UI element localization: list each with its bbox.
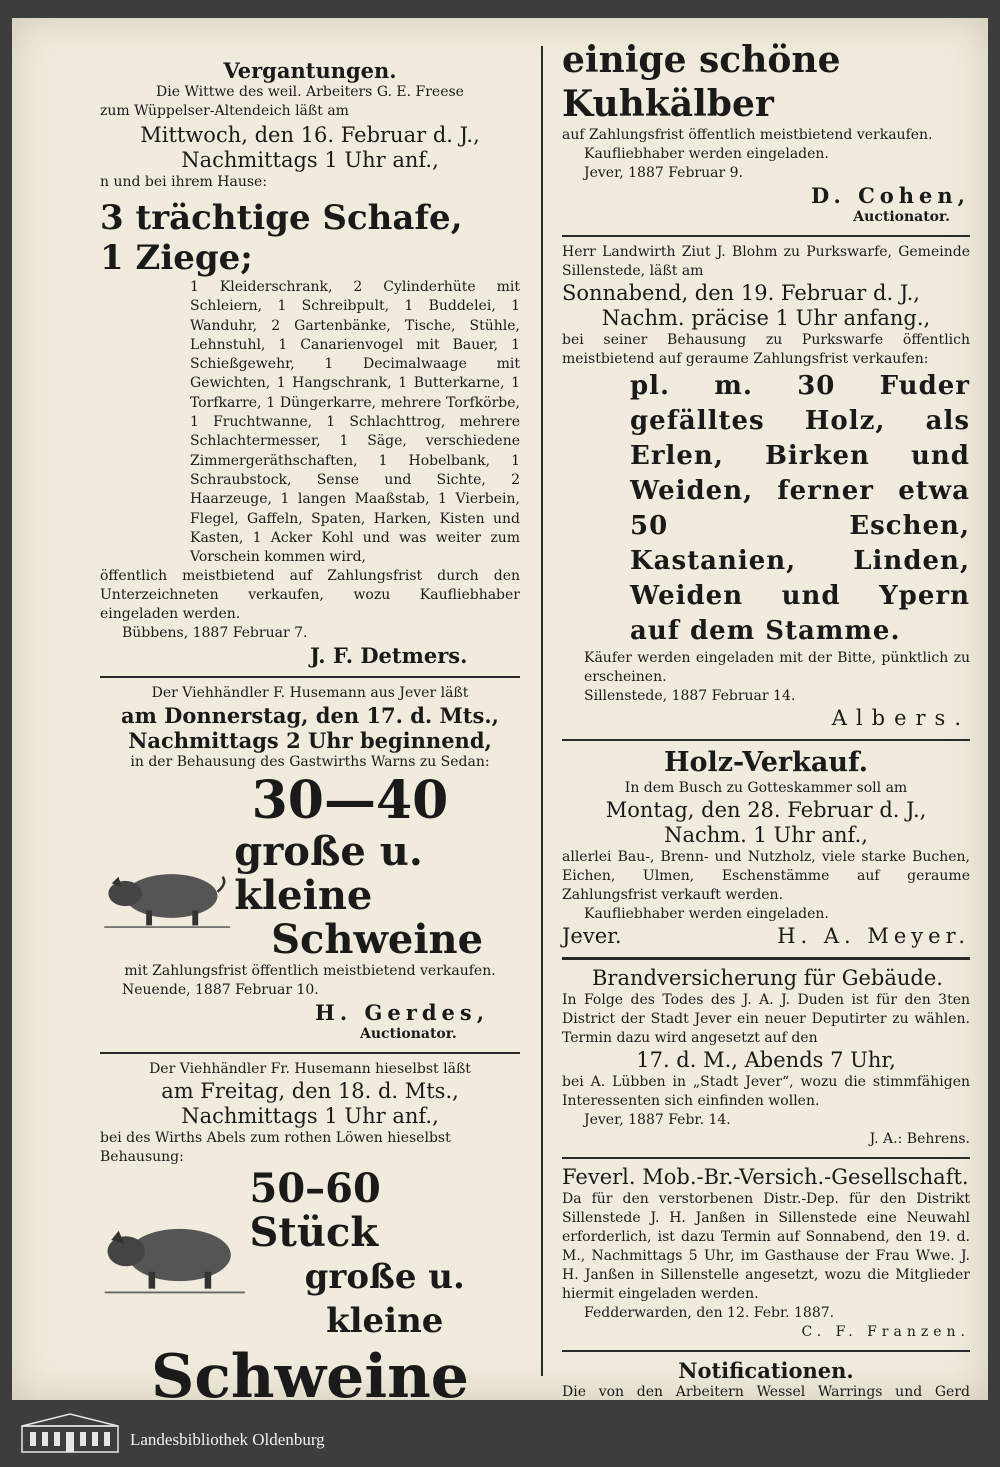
- auction-place: in der Behausung des Gastwirths Warns zu Sedan:: [130, 754, 490, 771]
- ad-body: Da für den verstorbenen Distr.-Dep. für den Distrikt Sillenstede J. H. Janßen in Sillenstede eine Neuwahl erforderlich, ist dazu Termin auf Sonnabend, den 19. d. M., Nachmittags 5 Uhr, im Gasthause der Frau Wwe. J. H. Janßen in Sillenstelle angesetzt, wozu die Mitglieder hiermit eingeladen werden.: [562, 1191, 970, 1302]
- pig-row: [100, 830, 520, 962]
- ad-brandversicherung: [562, 966, 970, 1149]
- library-name: Landesbibliothek Oldenburg: [130, 1430, 325, 1449]
- pig-line: große u. kleine: [234, 828, 423, 920]
- auction-time: Nachmittags 1 Uhr anf.,: [181, 1104, 439, 1129]
- ad-title: Holz-Verkauf.: [663, 747, 869, 778]
- ad-role: Auctionator.: [853, 209, 950, 225]
- ad-separator: [562, 1157, 970, 1159]
- ad-signature: C. F. Franzen.: [801, 1324, 970, 1340]
- ad-dateline: Bübbens, 1887 Februar 7.: [122, 625, 308, 642]
- ad-schweine-jever: [100, 1060, 520, 1400]
- viewer-footer: [0, 1400, 1000, 1467]
- ad-dateline: Sillenstede, 1887 Februar 14.: [584, 688, 796, 704]
- pig-row: [100, 1167, 520, 1343]
- pig-line: Schweine: [151, 1342, 469, 1400]
- auction-time: Nachmittags 1 Uhr anf.,: [181, 148, 439, 172]
- ad-signature: J. A.: Behrens.: [869, 1131, 970, 1147]
- pig-line: Schweine: [271, 916, 484, 964]
- ad-separator: [100, 1052, 520, 1054]
- auction-time: Nachm. 1 Uhr anf.,: [664, 823, 868, 847]
- ad-place: Jever.: [562, 924, 622, 948]
- ad-separator: [562, 235, 970, 237]
- ad-signature: Albers.: [831, 706, 970, 730]
- ad-vergantungen: [100, 58, 520, 668]
- pig-text-block: [250, 1167, 520, 1343]
- ad-body: allerlei Bau-, Brenn- und Nutzholz, viele starke Buchen, Eichen, Ulmen, Eschenstämme auf geraume Zahlungsfrist verkauft werden.: [562, 849, 970, 903]
- ad-notificationen: [562, 1358, 970, 1400]
- ad-title: Feverl. Mob.-Br.-Versich.-Gesellschaft.: [562, 1165, 969, 1189]
- ad-intro: Der Viehhändler Fr. Husemann hieselbst läßt: [149, 1061, 471, 1078]
- ad-title: Notificationen.: [678, 1358, 854, 1383]
- ad-signature-row: [562, 924, 970, 949]
- ad-body: auf Zahlungsfrist öffentlich meistbietend verkaufen.: [562, 127, 933, 143]
- library-building-icon: [20, 1412, 120, 1454]
- auction-date: am Donnerstag, den 17. d. Mts.,: [121, 703, 499, 729]
- ad-body: Die von den Arbeitern Wessel Warrings und Gerd: [562, 1384, 970, 1400]
- ad-intro: Der Viehhändler F. Husemann aus Jever läßt: [151, 685, 469, 702]
- auction-date: Mittwoch, den 16. Februar d. J.,: [140, 123, 480, 147]
- ad-signature: D. Cohen,: [810, 183, 970, 208]
- ad-role: Auctionator.: [360, 1026, 457, 1043]
- wood-list: pl. m. 30 Fuder gefälltes Holz, als Erlen, Birken und Weiden, ferner etwa 50 Eschen, Kastanien, Linden, Weiden und Ypern auf dem Stamme.: [630, 371, 970, 646]
- ad-signature: H. A. Meyer.: [777, 924, 970, 948]
- ad-body: In Folge des Todes des J. A. J. Duden ist für den 3ten District der Stadt Jever ein neuer Deputirter zu wählen. Termin dazu wird angesetzt auf den: [562, 992, 970, 1046]
- ad-holz-verkauf: [562, 747, 970, 949]
- ad-schweine-sedan: [100, 684, 520, 1044]
- ad-intro: Die Wittwe des weil. Arbeiters G. E. Freese: [156, 84, 464, 100]
- ad-invite: Kaufliebhaber werden eingeladen.: [584, 906, 829, 922]
- ad-dateline: Fedderwarden, den 12. Febr. 1887.: [584, 1305, 835, 1321]
- right-column: [562, 38, 970, 1400]
- ad-dateline: Jever, 1887 Febr. 14.: [584, 1112, 731, 1128]
- item-headline: 3 trächtige Schafe,: [100, 198, 463, 238]
- auction-place: bei des Wirths Abels zum rothen Löwen hieselbst Behausung:: [100, 1130, 451, 1166]
- newspaper-page: [12, 18, 988, 1400]
- auction-date: Sonnabend, den 19. Februar d. J.,: [562, 281, 920, 305]
- pig-illustration-icon: [100, 851, 234, 941]
- item-list: 1 Kleiderschrank, 2 Cylinderhüte mit Schleiern, 1 Schreibpult, 1 Buddelei, 1 Wanduhr, 2 Gartenbänke, Tische, Stühle, Lehnstuhl, 1 Canarienvogel mit Bauer, 1 Schießgewehr, 1 Decimalwaage mit Gewichten, 1 Hangschrank, 1 Butterkarne, 1 Torfkarre, 1 Düngerkarre, mehrere Torfkörbe, 1 Fruchtwanne, 1 Schlachttrog, mehrere Schlachtermesser, 1 Säge, verschiedene Zimmergeräthschaften, 1 Hobelbank, 1 Schraubstock, Sense und Sichte, 2 Haarzeuge, 1 langen Maaßstab, 1 Vierbein, Flegel, Gaffeln, Spaten, Harken, Kisten und Kasten, 1 Acker Kohl und was weiter zum Vorschein kommen wird,: [190, 279, 520, 566]
- ad-versicherungsgesellschaft: [562, 1165, 970, 1342]
- ad-headline: einige schöne Kuhkälber: [562, 39, 841, 125]
- column-divider: [541, 46, 543, 1376]
- auction-date: am Freitag, den 18. d. Mts.,: [161, 1079, 459, 1104]
- ad-separator: [562, 739, 970, 741]
- ad-title: Vergantungen.: [223, 58, 397, 83]
- ad-separator: [562, 1350, 970, 1352]
- ad-dateline: Jever, 1887 Februar 9.: [584, 165, 743, 181]
- auction-date: Montag, den 28. Februar d. J.,: [605, 798, 927, 822]
- ad-signature: H. Gerdes,: [315, 1000, 490, 1026]
- left-column: [100, 38, 520, 1400]
- pig-text-block: [234, 830, 520, 962]
- pig-illustration-icon: [100, 1205, 250, 1305]
- pig-line: große u. kleine: [304, 1257, 465, 1342]
- auction-place: n und bei ihrem Hause:: [100, 174, 268, 190]
- ad-closing: mit Zahlungsfrist öffentlich meistbietend verkaufen.: [124, 963, 496, 980]
- auction-time: Nachm. präcise 1 Uhr anfang.,: [601, 306, 931, 330]
- auction-time: Nachmittags 2 Uhr beginnend,: [128, 728, 492, 754]
- ad-separator: [562, 957, 970, 960]
- ad-holz-purkswarfe: [562, 243, 970, 731]
- ad-title: Brandversicherung für Gebäude.: [592, 966, 943, 990]
- ad-dateline: Neuende, 1887 Februar 10.: [122, 982, 319, 999]
- ad-kuhkaelber: [562, 38, 970, 227]
- ad-intro: Herr Landwirth Ziut J. Blohm zu Purkswarfe, Gemeinde Sillenstede, läßt am: [562, 244, 970, 279]
- pig-count: 30—40: [251, 770, 449, 832]
- auction-place: bei seiner Behausung zu Purkswarfe öffentlich meistbietend auf geraume Zahlungsfrist verkaufen:: [562, 332, 970, 367]
- ad-intro: zum Wüppelser-Altendeich läßt am: [100, 103, 349, 119]
- auction-date: 17. d. M., Abends 7 Uhr,: [636, 1048, 896, 1072]
- ad-separator: [100, 676, 520, 678]
- item-headline: 1 Ziege;: [100, 238, 253, 278]
- ad-intro: In dem Busch zu Gotteskammer soll am: [624, 780, 908, 796]
- ad-closing: öffentlich meistbietend auf Zahlungsfrist durch den Unterzeichneten verkaufen, wozu Kaufliebhaber eingeladen werden.: [100, 568, 520, 623]
- pig-count: 50–60 Stück: [249, 1165, 381, 1257]
- ad-signature: J. F. Detmers.: [310, 643, 468, 669]
- ad-closing: bei A. Lübben in „Stadt Jever“, wozu die stimmfähigen Interessenten sich einfinden wollen.: [562, 1074, 970, 1109]
- ad-closing: Käufer werden eingeladen mit der Bitte, pünktlich zu erscheinen.: [584, 650, 970, 685]
- ad-body: Kaufliebhaber werden eingeladen.: [584, 146, 829, 162]
